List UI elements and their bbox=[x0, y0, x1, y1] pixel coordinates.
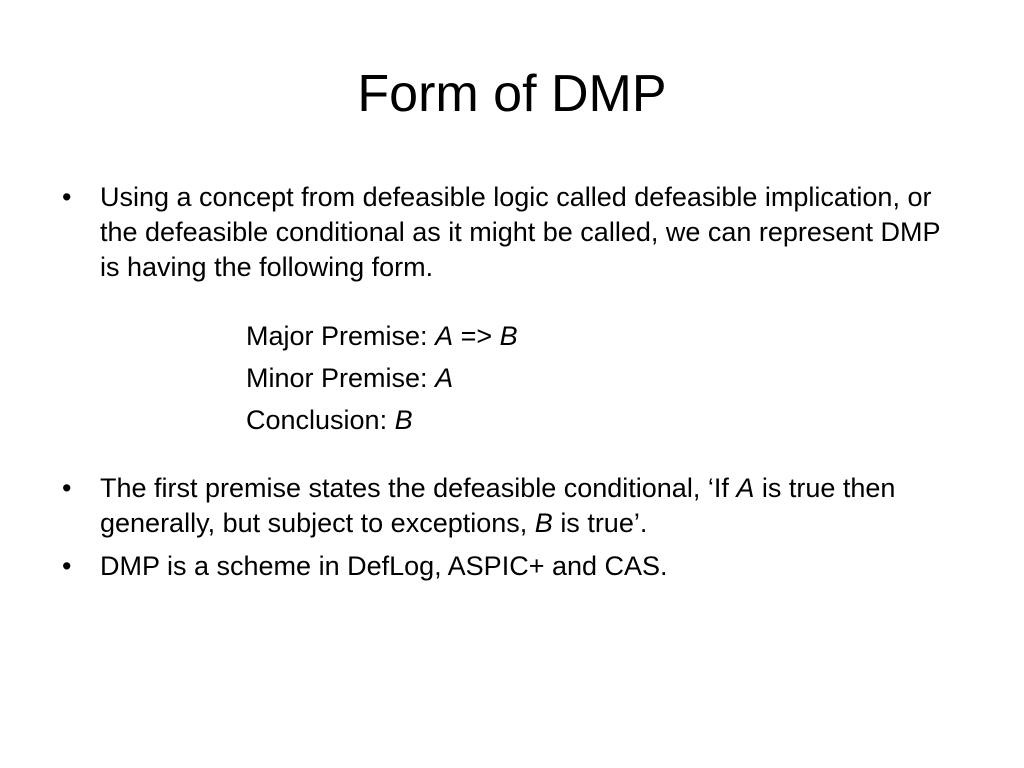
bullet-item bbox=[62, 549, 962, 584]
argument-scheme bbox=[62, 315, 962, 441]
minor-premise-label: Minor Premise: bbox=[246, 363, 428, 393]
major-premise-operator: => bbox=[460, 321, 493, 351]
bullet-text: DMP is a scheme in DefLog, ASPIC+ and CAS. bbox=[100, 551, 668, 581]
bullet-dot-icon: • bbox=[62, 473, 72, 503]
bullet-item bbox=[62, 471, 962, 541]
bullet-var: A bbox=[736, 473, 755, 503]
major-premise bbox=[246, 315, 962, 357]
bullet-dot-icon: • bbox=[62, 182, 72, 212]
bullet-text bbox=[100, 473, 895, 538]
bullet-text: Using a concept from defeasible logic called defeasible implication, or the defeasible conditional as it might be called, we can represent DMP is having the following form. bbox=[100, 182, 940, 282]
bullet-item bbox=[62, 180, 962, 285]
major-premise-antecedent: A bbox=[435, 321, 454, 351]
bullet-text-part: The first premise states the defeasible conditional, ‘If bbox=[100, 473, 729, 503]
conclusion bbox=[246, 399, 962, 441]
conclusion-value: B bbox=[394, 405, 413, 435]
bullet-var: B bbox=[534, 508, 553, 538]
major-premise-label: Major Premise: bbox=[246, 321, 428, 351]
slide-title: Form of DMP bbox=[357, 65, 667, 123]
minor-premise-value: A bbox=[435, 363, 454, 393]
bullet-text-part: is true then generally, but subject to exceptions, bbox=[100, 473, 896, 538]
slide-body bbox=[62, 180, 962, 584]
major-premise-consequent: B bbox=[499, 321, 518, 351]
bullet-text-part: is true’. bbox=[560, 508, 648, 538]
conclusion-label: Conclusion: bbox=[246, 405, 388, 435]
minor-premise bbox=[246, 357, 962, 399]
bullet-dot-icon: • bbox=[62, 551, 72, 581]
